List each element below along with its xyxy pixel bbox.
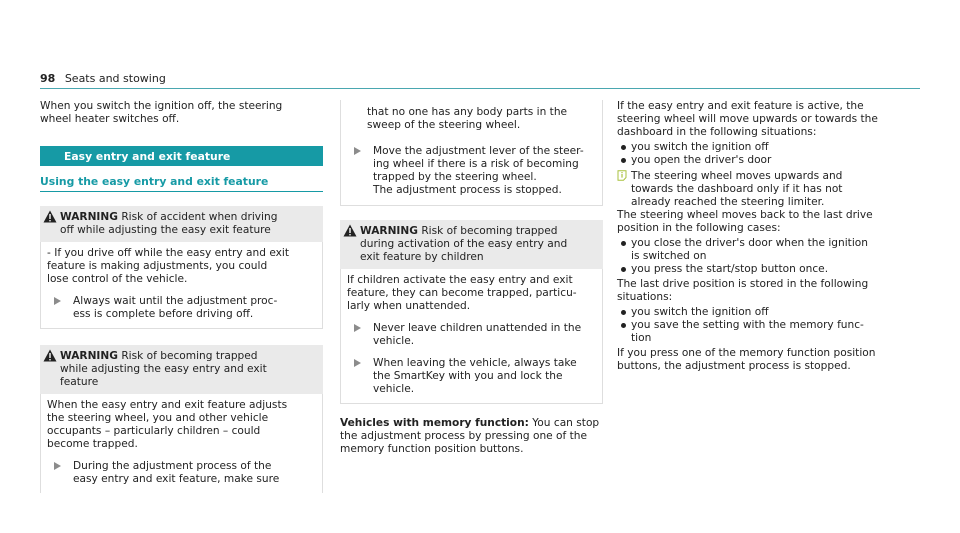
header-divider: [40, 88, 920, 89]
bullet-dot: [621, 241, 626, 246]
text-line: The last drive position is stored in the following: [617, 278, 869, 290]
text-line: dashboard in the following situations:: [617, 126, 817, 138]
column-2: [340, 100, 603, 456]
warning-label: WARNING: [60, 350, 118, 362]
warning-text: [347, 274, 596, 313]
warning-text-line: If children activate the easy entry and exit: [347, 274, 573, 286]
action-item: [347, 145, 596, 197]
warning-text-line: larly when unattended.: [347, 300, 471, 312]
page-section-title: Seats and stowing: [64, 72, 166, 85]
note: [617, 170, 920, 209]
paragraph: [617, 209, 920, 235]
info-note-icon: [617, 170, 627, 181]
intro-line: wheel heater switches off.: [40, 113, 180, 125]
paragraph: [617, 347, 920, 373]
warning-text-line: occupants – particularly children – could: [47, 425, 261, 437]
action-line: Always wait until the adjustment proc-: [73, 295, 278, 307]
action-line: ing wheel if there is a risk of becoming: [373, 158, 579, 170]
memory-lead: Vehicles with memory function:: [340, 417, 529, 429]
memory-line: You can stop: [528, 417, 600, 429]
warning-head-line: feature: [60, 376, 99, 388]
bullet-text: you save the setting with the memory func-: [631, 319, 864, 331]
warning-header: [40, 345, 323, 394]
warning-label: WARNING: [60, 211, 118, 223]
action-item: [347, 357, 596, 396]
action-item: [347, 322, 596, 348]
column-3: [617, 100, 920, 373]
warning-text-line: the steering wheel, you and other vehicle: [47, 412, 269, 424]
bullet-text: you open the driver's door: [631, 154, 772, 166]
bullet-text: you switch the ignition off: [631, 141, 769, 153]
text-line: steering wheel will move upwards or towards the: [617, 113, 878, 125]
warning-head-line: exit feature by children: [360, 251, 484, 263]
warning-text-line: feature, they can become trapped, particu-: [347, 287, 577, 299]
intro-paragraph: [40, 100, 323, 126]
text-line: buttons, the adjustment process is stopped.: [617, 360, 851, 372]
subheading: Using the easy entry and exit feature: [40, 175, 323, 192]
warning-text-line: - If you drive off while the easy entry and exit: [47, 247, 290, 259]
action-line: that no one has any body parts in the: [367, 106, 568, 118]
column-1: [40, 100, 323, 493]
page-number: 98: [40, 72, 56, 85]
bullet-dot: [621, 145, 626, 150]
action-line: The adjustment process is stopped.: [373, 184, 562, 196]
memory-line: the adjustment process by pressing one of the: [340, 430, 588, 442]
action-line: When leaving the vehicle, always take: [373, 357, 577, 369]
warning-header: [340, 220, 603, 269]
memory-function-paragraph: [340, 417, 603, 456]
note-line: towards the dashboard only if it has not: [631, 183, 843, 195]
bullet-text: tion: [631, 332, 652, 344]
warning-head-line: Risk of becoming trapped: [421, 225, 558, 237]
note-line: already reached the steering limiter.: [631, 196, 825, 208]
warning-box-accident: [40, 206, 323, 329]
bullet-text: you close the driver's door when the ignition: [631, 237, 868, 249]
warning-body: [340, 269, 603, 404]
bullet-item: [617, 306, 920, 319]
warning-body: [40, 394, 323, 493]
bullet-text: you switch the ignition off: [631, 306, 769, 318]
action-line: ess is complete before driving off.: [73, 308, 254, 320]
memory-line: memory function position buttons.: [340, 443, 524, 455]
arrow-right-icon: [54, 462, 61, 470]
warning-label: WARNING: [360, 225, 418, 237]
warning-head-line: Risk of becoming trapped: [121, 350, 258, 362]
text-line: The steering wheel moves back to the last drive: [617, 209, 873, 221]
action-item: [47, 460, 316, 486]
arrow-right-icon: [354, 324, 361, 332]
warning-triangle-icon: [343, 224, 357, 237]
warning-text-line: feature is making adjustments, you could: [47, 260, 268, 272]
action-line: the SmartKey with you and lock the: [373, 370, 563, 382]
arrow-right-icon: [54, 297, 61, 305]
text-line: If you press one of the memory function position: [617, 347, 876, 359]
warning-text: [47, 247, 316, 286]
warning-head-line: during activation of the easy entry and: [360, 238, 568, 250]
action-line: trapped by the steering wheel.: [373, 171, 537, 183]
warning-continuation: [340, 100, 603, 206]
page-header: [40, 72, 166, 85]
warning-head-line: off while adjusting the easy exit feature: [60, 224, 271, 236]
text-line: position in the following cases:: [617, 222, 781, 234]
paragraph: [617, 100, 920, 139]
warning-text-line: lose control of the vehicle.: [47, 273, 188, 285]
warning-body: [40, 242, 323, 329]
text-line: If the easy entry and exit feature is active, the: [617, 100, 864, 112]
action-line: Move the adjustment lever of the steer-: [373, 145, 584, 157]
warning-triangle-icon: [43, 349, 57, 362]
warning-box-children: [340, 220, 603, 404]
paragraph: [617, 278, 920, 304]
action-line: easy entry and exit feature, make sure: [73, 473, 280, 485]
bullet-item: [617, 141, 920, 154]
note-line: The steering wheel moves upwards and: [631, 170, 843, 182]
bullet-text: you press the start/stop button once.: [631, 263, 829, 275]
continued-action: [347, 106, 596, 132]
bullet-item: [617, 263, 920, 276]
warning-head-line: while adjusting the easy entry and exit: [60, 363, 267, 375]
action-line: Never leave children unattended in the: [373, 322, 582, 334]
warning-text-line: When the easy entry and exit feature adjusts: [47, 399, 288, 411]
bullet-item: [617, 154, 920, 167]
bullet-item: [617, 237, 920, 263]
warning-text: [47, 399, 316, 451]
action-line: vehicle.: [373, 335, 415, 347]
bullet-dot: [621, 323, 626, 328]
bullet-item: [617, 319, 920, 345]
bullet-dot: [621, 310, 626, 315]
bullet-dot: [621, 267, 626, 272]
warning-text-line: become trapped.: [47, 438, 138, 450]
warning-box-trapped: [40, 345, 323, 493]
bullet-dot: [621, 158, 626, 163]
action-item: [47, 295, 316, 321]
action-line: sweep of the steering wheel.: [367, 119, 521, 131]
action-line: During the adjustment process of the: [73, 460, 272, 472]
warning-head-line: Risk of accident when driving: [121, 211, 278, 223]
bullet-text: is switched on: [631, 250, 707, 262]
action-line: vehicle.: [373, 383, 415, 395]
arrow-right-icon: [354, 359, 361, 367]
intro-line: When you switch the ignition off, the steering: [40, 100, 283, 112]
warning-triangle-icon: [43, 210, 57, 223]
warning-header: [40, 206, 323, 242]
section-title-bar: Easy entry and exit feature: [40, 146, 323, 166]
text-line: situations:: [617, 291, 673, 303]
arrow-right-icon: [354, 147, 361, 155]
